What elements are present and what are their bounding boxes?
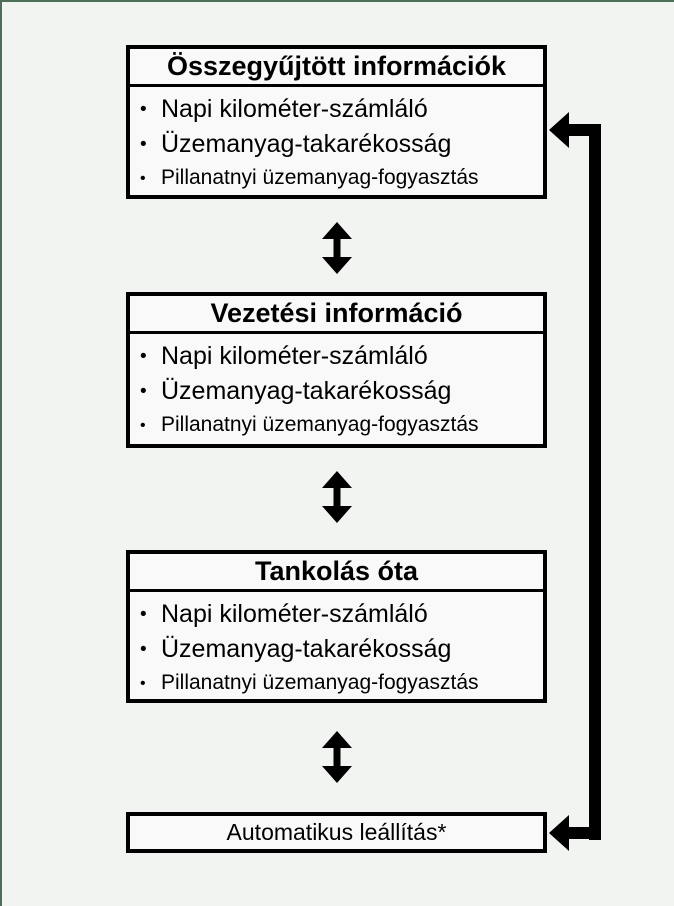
list-item-label: Üzemanyag-takarékosság bbox=[161, 377, 452, 405]
bullet-icon: • bbox=[140, 604, 147, 625]
list-item-label: Pillanatnyi üzemanyag-fogyasztás bbox=[161, 671, 479, 694]
list-item-label: Üzemanyag-takarékosság bbox=[161, 635, 452, 663]
list-item bbox=[140, 597, 543, 632]
list-item-label: Napi kilométer-számláló bbox=[161, 95, 428, 123]
box-item-list bbox=[130, 87, 543, 195]
page-top-edge bbox=[0, 0, 674, 2]
list-item bbox=[140, 374, 543, 409]
box-collected-information bbox=[126, 45, 547, 199]
bullet-icon: • bbox=[140, 417, 146, 434]
list-item bbox=[140, 339, 543, 374]
list-item-label: Napi kilométer-számláló bbox=[161, 342, 428, 370]
box-since-refuelling bbox=[126, 550, 547, 703]
list-item-label: Pillanatnyi üzemanyag-fogyasztás bbox=[161, 413, 479, 436]
left-arrowhead-icon bbox=[549, 815, 569, 851]
return-arrow-vertical-line bbox=[589, 124, 601, 840]
box-title: Tankolás óta bbox=[130, 554, 543, 592]
bullet-icon: • bbox=[140, 639, 147, 660]
bullet-icon: • bbox=[140, 675, 146, 692]
list-item bbox=[140, 667, 543, 700]
list-item bbox=[140, 92, 543, 127]
list-item bbox=[140, 162, 543, 195]
box-title: Összegyűjtött információk bbox=[130, 49, 543, 87]
bullet-icon: • bbox=[140, 381, 147, 402]
footer-box-label: Automatikus leállítás* bbox=[226, 819, 447, 845]
return-arrow-top-segment bbox=[567, 124, 601, 136]
return-arrow-bottom-segment bbox=[567, 827, 601, 839]
box-title: Vezetési információ bbox=[130, 296, 543, 334]
list-item-label: Üzemanyag-takarékosság bbox=[161, 130, 452, 158]
box-automatic-shutoff bbox=[126, 812, 547, 853]
list-item-label: Pillanatnyi üzemanyag-fogyasztás bbox=[161, 166, 479, 189]
list-item bbox=[140, 409, 543, 442]
double-arrow-icon bbox=[319, 222, 355, 274]
bullet-icon: • bbox=[140, 346, 147, 367]
double-arrow-icon bbox=[319, 731, 355, 783]
left-arrowhead-icon bbox=[549, 112, 569, 148]
double-arrow-icon bbox=[319, 471, 355, 523]
list-item bbox=[140, 632, 543, 667]
box-driving-information bbox=[126, 292, 547, 448]
page-left-edge bbox=[0, 0, 2, 906]
bullet-icon: • bbox=[140, 99, 147, 120]
bullet-icon: • bbox=[140, 134, 147, 155]
bullet-icon: • bbox=[140, 170, 146, 187]
list-item bbox=[140, 127, 543, 162]
box-item-list bbox=[130, 592, 543, 700]
list-item-label: Napi kilométer-számláló bbox=[161, 600, 428, 628]
box-item-list bbox=[130, 334, 543, 442]
